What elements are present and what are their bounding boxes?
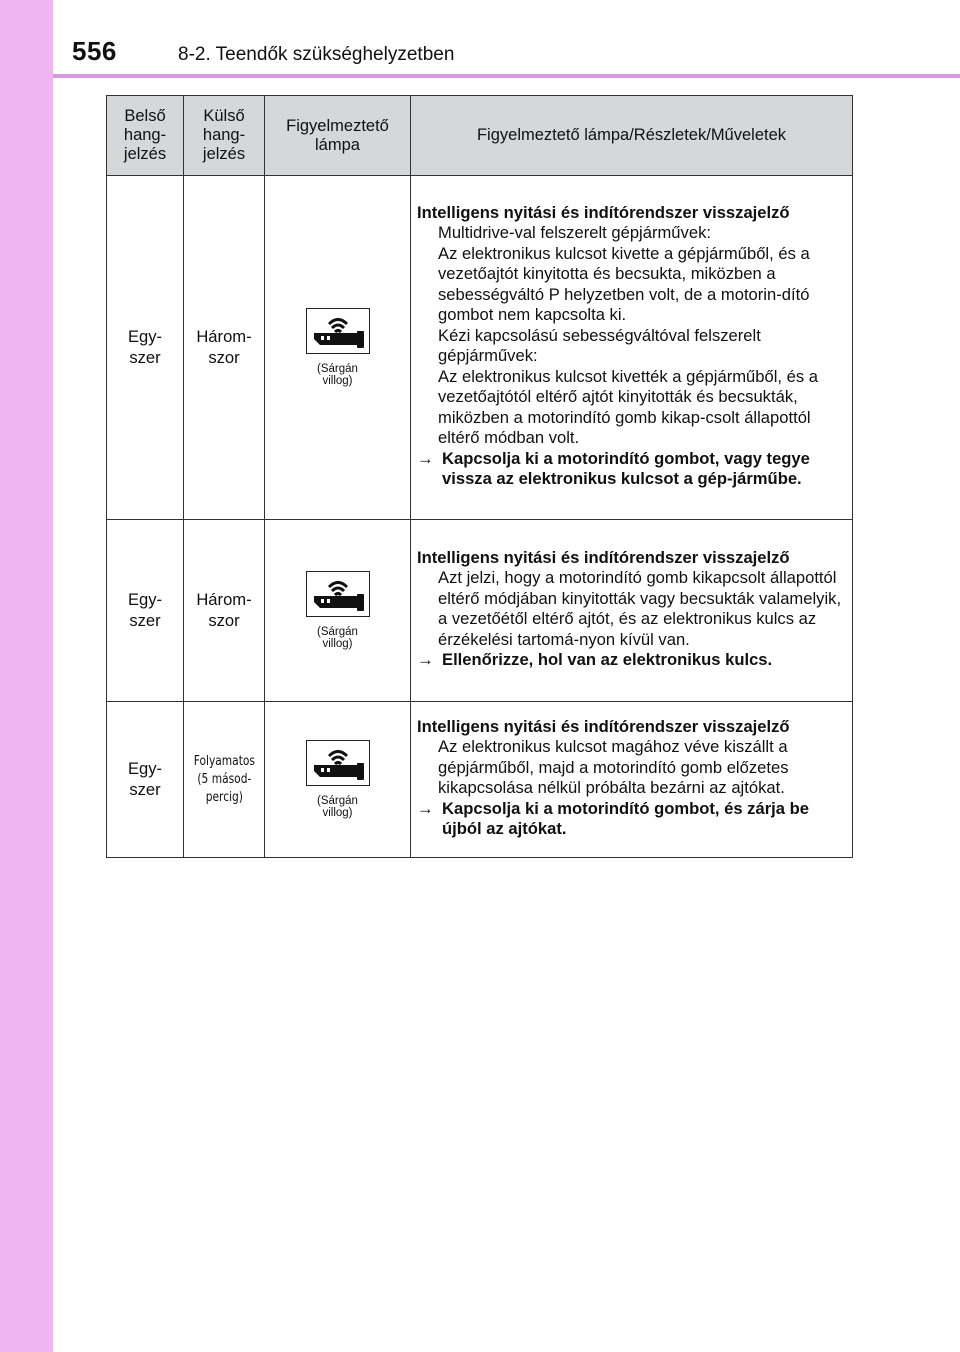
details-cell bbox=[411, 176, 853, 520]
column-header-lamp: Figyelmeztető lámpa bbox=[265, 96, 411, 176]
section-title: 8-2. Teendők szükséghelyzetben bbox=[178, 44, 455, 65]
table-row bbox=[107, 520, 853, 702]
arrow-icon: → bbox=[417, 650, 434, 669]
external-buzzer-cell: Három- szor bbox=[184, 176, 265, 520]
detail-action bbox=[417, 799, 846, 840]
action-text: Kapcsolja ki a motorindító gombot, és zárja be újból az ajtókat. bbox=[442, 798, 809, 838]
column-header-internal: Belső hang- jelzés bbox=[107, 96, 184, 176]
lamp-caption: (Sárgán villog) bbox=[317, 363, 358, 388]
smart-key-warning-icon bbox=[306, 740, 370, 786]
table-row bbox=[107, 176, 853, 520]
detail-line: Kézi kapcsolású sebességváltóval felszerelt gépjárművek: bbox=[438, 325, 761, 365]
action-text: Ellenőrizze, hol van az elektronikus kulcs. bbox=[442, 650, 773, 669]
detail-line: Az elektronikus kulcsot magához véve kiszállt a gépjárműből, majd a motorindító gomb előzetes kikapcsolása nélkül próbálta bezárni az ajtókat. bbox=[438, 737, 789, 797]
detail-line: Az elektronikus kulcsot kivette a gépjárműből, és a vezetőajtót kinyitotta és becsukta, miközben a sebességváltó P helyzetben volt, de a motorin-dító gombot nem kapcsolta ki. bbox=[438, 243, 810, 324]
detail-line: Azt jelzi, hogy a motorindító gomb kikapcsolt állapottól eltérő módjában kinyitották vagy becsukták valamelyik, a vezetőétől eltérő ajtót, és az elektronikus kulcs az érzékelési tartomá-nyon kívül van. bbox=[438, 568, 842, 649]
page-number: 556 bbox=[72, 36, 117, 66]
warning-table bbox=[106, 95, 853, 858]
warning-lamp-cell bbox=[265, 520, 411, 702]
detail-title: Intelligens nyitási és indítórendszer visszajelző bbox=[417, 202, 790, 222]
detail-action bbox=[417, 650, 846, 671]
detail-line: Az elektronikus kulcsot kivették a gépjárműből, és a vezetőajtótól eltérő ajtót kinyitották és becsukták, miközben a motorindító gomb kikap-csolt állapottól eltérő módban volt. bbox=[438, 366, 818, 447]
detail-action bbox=[417, 449, 846, 490]
warning-lamp-cell bbox=[265, 176, 411, 520]
internal-chime-cell: Egy- szer bbox=[107, 520, 184, 702]
detail-title: Intelligens nyitási és indítórendszer visszajelző bbox=[417, 716, 790, 736]
lamp-caption: (Sárgán villog) bbox=[317, 795, 358, 820]
internal-chime-cell: Egy- szer bbox=[107, 702, 184, 858]
header-rule bbox=[53, 74, 960, 78]
lamp-caption: (Sárgán villog) bbox=[317, 626, 358, 651]
column-header-external: Külső hang- jelzés bbox=[184, 96, 265, 176]
smart-key-warning-icon bbox=[306, 308, 370, 354]
detail-title: Intelligens nyitási és indítórendszer visszajelző bbox=[417, 547, 790, 567]
external-buzzer-cell: Folyamatos (5 másod- percig) bbox=[184, 702, 265, 858]
arrow-icon: → bbox=[417, 448, 434, 468]
warning-lamp-cell bbox=[265, 702, 411, 858]
table-header-row bbox=[107, 96, 853, 176]
internal-chime-cell: Egy- szer bbox=[107, 176, 184, 520]
smart-key-warning-icon bbox=[306, 571, 370, 617]
detail-line: Multidrive-val felszerelt gépjárművek: bbox=[438, 223, 711, 242]
external-buzzer-cell: Három- szor bbox=[184, 520, 265, 702]
page-side-strip bbox=[0, 0, 53, 1352]
details-cell bbox=[411, 520, 853, 702]
details-cell bbox=[411, 702, 853, 858]
table-row bbox=[107, 702, 853, 858]
column-header-details: Figyelmeztető lámpa/Részletek/Műveletek bbox=[411, 96, 853, 176]
arrow-icon: → bbox=[417, 798, 434, 818]
action-text: Kapcsolja ki a motorindító gombot, vagy tegye vissza az elektronikus kulcsot a gép-járműbe. bbox=[442, 448, 810, 488]
